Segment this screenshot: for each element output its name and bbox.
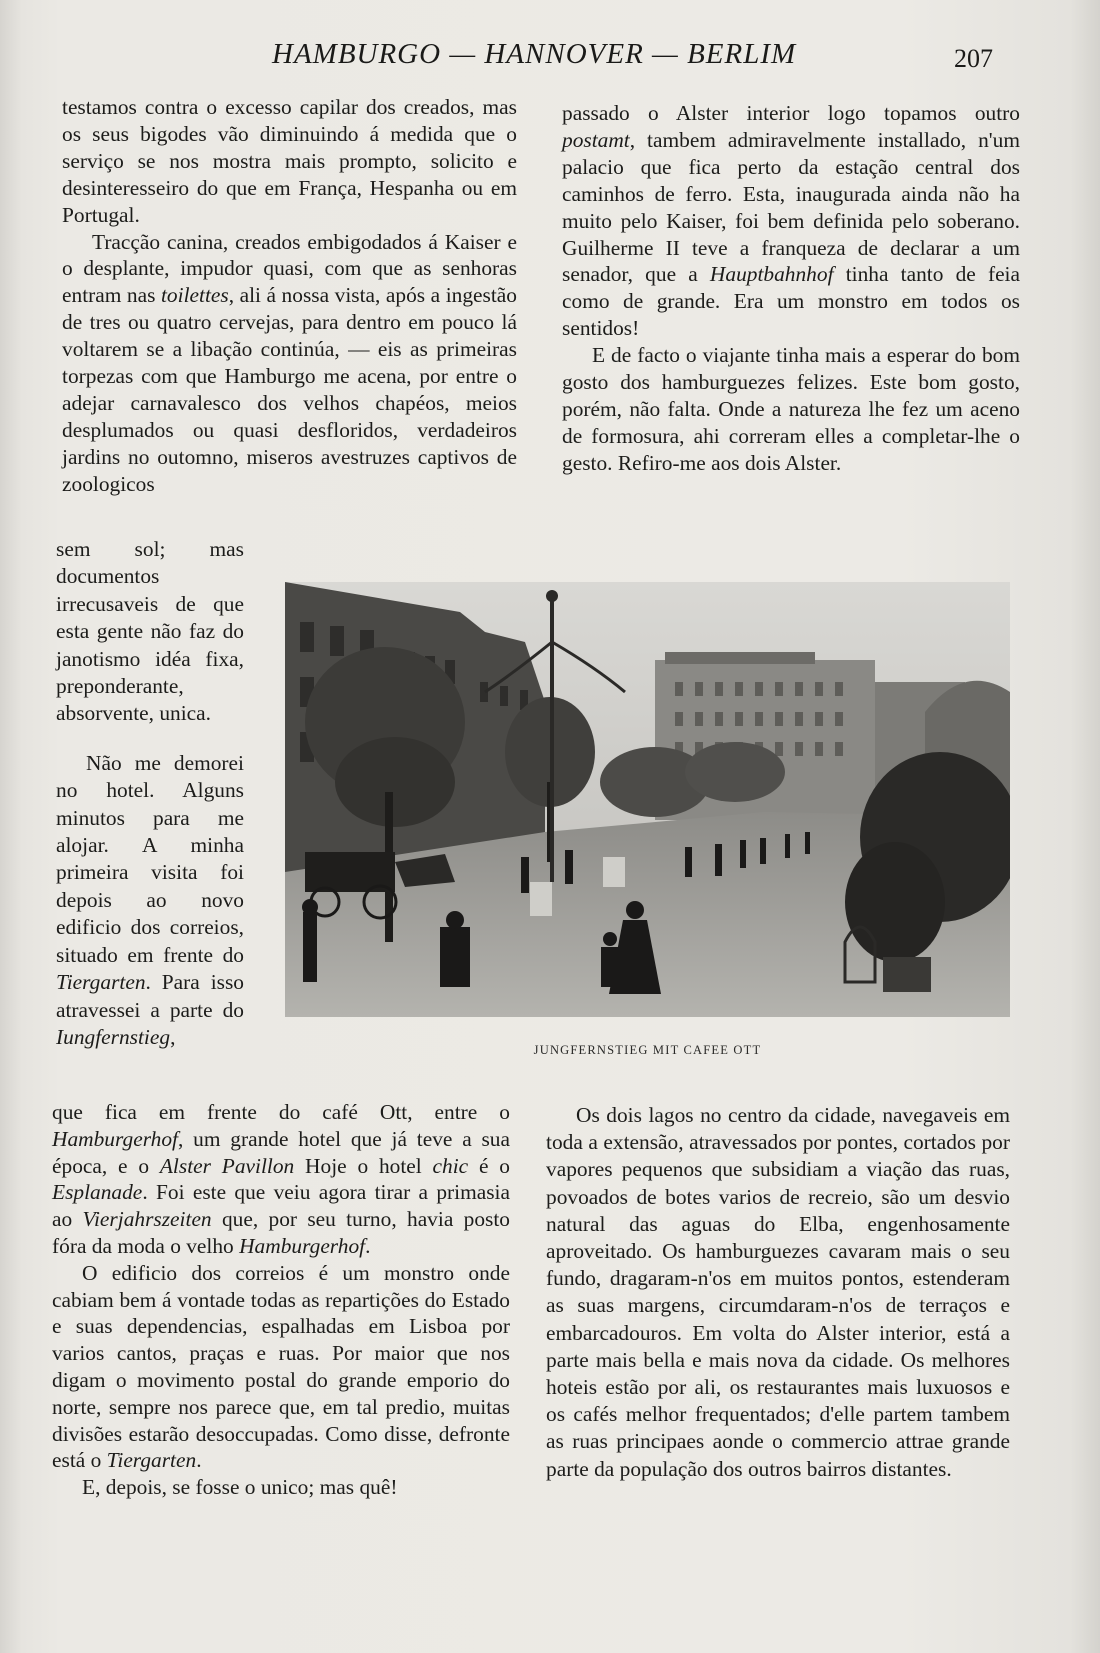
page-header [0,38,1100,78]
paragraph: passado o Alster interior logo topamos outro postamt, tambem admiravelmente installado, n'um palacio que fica perto da estação central dos caminhos de ferro. Esta, inaugurada ainda não ha muito pelo Kaiser, foi bem definida pelo soberano. Guilherme II teve a franqueza de declarar a um senador, que a Hauptbahnhof tinha tanto de feia como de grande. Era um monstro em todos os sentidos! [562,101,1020,341]
paragraph: sem sol; mas documentos irrecusaveis de que esta gente não faz do janotismo idéa fixa, preponderante, absorvente, unica. [56,537,244,726]
paragraph: E de facto o viajante tinha mais a esperar do bom gosto dos hamburguezes felizes. Este bom gosto, porém, não falta. Onde a natureza lhe fez um aceno de formosura, ahi correram elles a completar-lhe o gesto. Refiro-me aos dois Alster. [562,343,1020,475]
left-column-bottom [52,1099,510,1501]
right-column-bottom [546,1102,1010,1483]
paragraph: que fica em frente do café Ott, entre o Hamburgerhof, um grande hotel que já teve a sua época, e o Alster Pavillon Hoje o hotel chic é o Esplanade. Foi este que veiu agora tirar a primasia ao Vierjahrszeiten que, por seu turno, havia posto fóra da moda o velho Hamburgerhof. [52,1100,511,1258]
paragraph: Os dois lagos no centro da cidade, navegaveis em toda a extensão, atravessados por pontes, cortados por vapores pequenos que subsidiam a viação das ruas, povoados de botes varios de recreio, são um desvio natural das aguas do Elba, engenhosamente aproveitado. Os hamburguezes cavaram mais o seu fundo, dragaram-n'os em muitos pontos, estenderam as suas margens, circumdaram-n'os de terraços e embarcadouros. Em volta do Alster interior, está a parte mais bella e mais nova da cidade. Os melhores hoteis estão por ali, os restaurantes mais luxuosos e os cafés melhor frequentados; d'elle partem tambem as ruas principaes aonde o commercio attrae grande parte da população dos outros bairros distantes. [546,1103,1010,1481]
paragraph: Não me demorei no hotel. Alguns minutos para me alojar. A minha primeira visita foi depois ao novo edificio dos correios, situado em frente do Tiergarten. Para isso atravessei a parte do Iungfernstieg, [56,750,244,1049]
paragraph: E, depois, se fosse o unico; mas quê! [82,1475,398,1500]
street-photograph [285,582,1010,1017]
photo-caption: JUNGFERNSTIEG MIT CAFEE OTT [533,1043,762,1057]
left-column-narrow [56,536,244,1051]
street-scene-image [285,582,1010,1017]
left-column-top [62,94,517,498]
page-number: 207 [954,44,993,73]
paragraph: O edificio dos correios é um monstro onde cabiam bem á vontade todas as repartições do Estado e suas dependencias, espalhadas em Lisboa por varios cantos, praças e ruas. Por maior que nos digam o movimento postal do grande emporio do norte, sempre nos parece que, em tal predio, muitas divisões estarão desoccupadas. Como disse, defronte está o Tiergarten. [52,1260,510,1473]
right-column-top [562,100,1020,477]
running-head: HAMBURGO — HANNOVER — BERLIM [272,38,797,70]
paragraph: testamos contra o excesso capilar dos creados, mas os seus bigodes vão diminuindo á medida que o serviço se nos mostra mais prompto, solicito e desinteresseiro do que em França, Hespanha ou em Portugal. [62,95,517,227]
paragraph: Tracção canina, creados embigodados á Kaiser e o desplante, impudor quasi, com que as senhoras entram nas toilettes, ali á nossa vista, após a ingestão de tres ou quatro cervejas, para dentro em pouco lá voltarem se a libação continúa, — eis as primeiras torpezas com que Hamburgo me acena, por entre o adejar carnavalesco dos velhos chapéos, meios desplumados ou quasi desfloridos, verdadeiros jardins no outomno, miseros avestruzes captivos de zoologicos [62,229,517,496]
